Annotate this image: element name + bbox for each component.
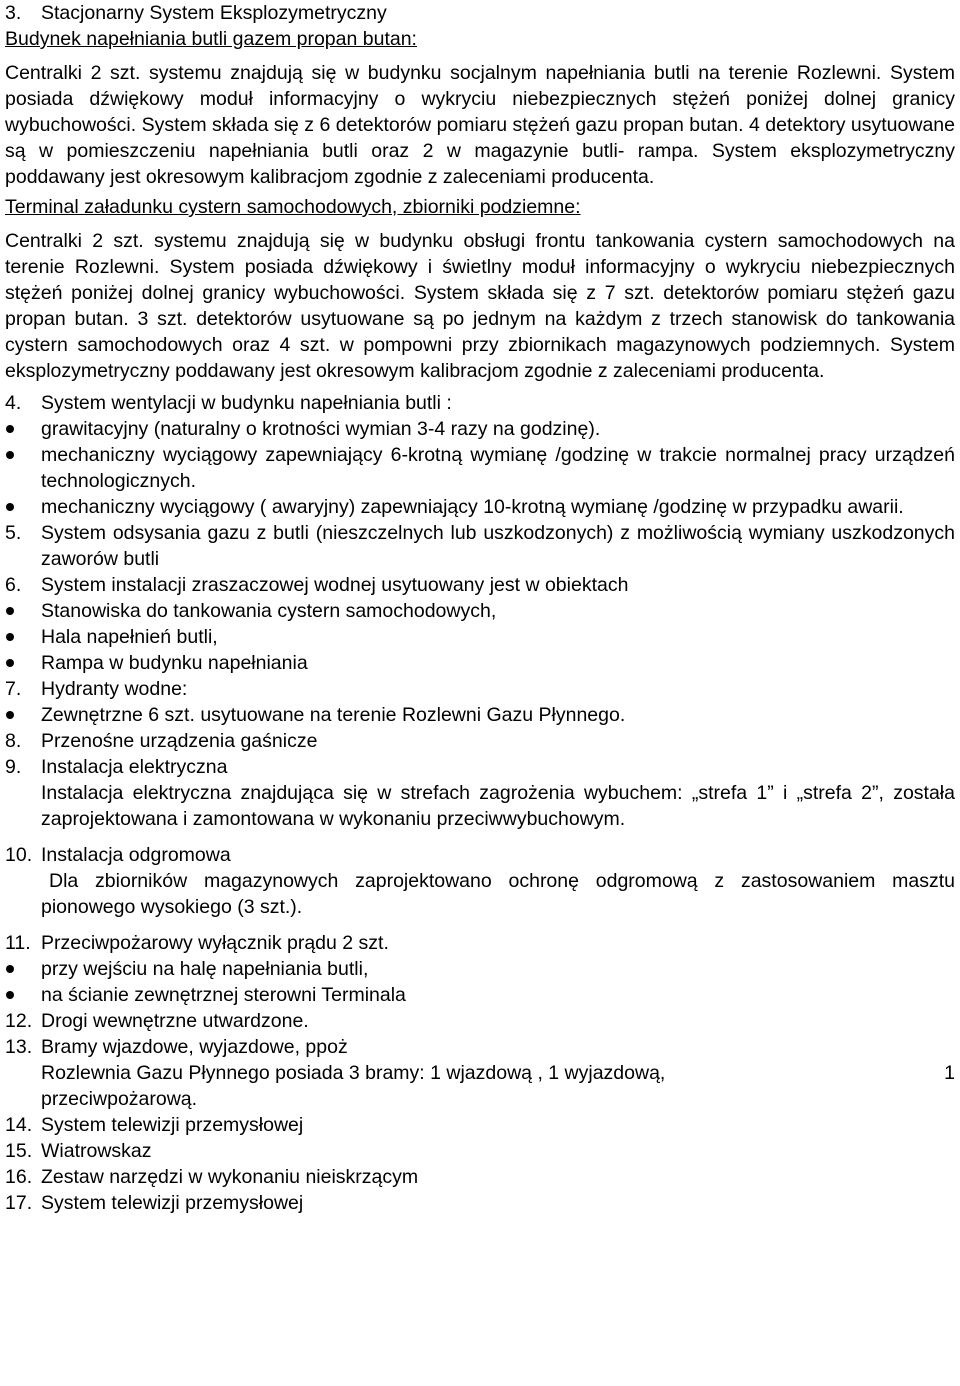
section-number: 13.	[5, 1036, 33, 1058]
section-4-heading	[5, 390, 955, 416]
document-page	[5, 0, 955, 1216]
subheading-building: Budynek napełniania butli gazem propan butan:	[5, 28, 417, 50]
section-6-heading	[5, 572, 955, 598]
list-item: grawitacyjny (naturalny o krotności wymian 3-4 razy na godzinę).	[5, 416, 955, 442]
paragraph-terminal: Centralki 2 szt. systemu znajdują się w budynku obsługi frontu tankowania cystern samochodowych na terenie Rozlewni. System posiada dźwiękowy i świetlny moduł informacyjny o wykryciu niebezpiecznych stężeń poniżej dolnej granicy wybuchowości. System składa się z 7 szt. detektorów pomiaru stężeń gazu propan butan. 3 szt. detektorów usytuowane są po jednym na każdym z trzech stanowisk do tankowania cystern samochodowych oraz 4 szt. w pompowni przy zbiornikach magazynowych podziemnych. System eksplozymetryczny poddawany jest okresowym kalibracjom zgodnie z zaleceniami producenta.	[5, 230, 955, 382]
paragraph-building: Centralki 2 szt. systemu znajdują się w budynku socjalnym napełniania butli na terenie Rozlewni. System posiada dźwiękowy moduł informacyjny o wykryciu niebezpiecznych stężeń poniżej dolnej granicy wybuchowości. System składa się z 6 detektorów pomiaru stężeń gazu propan butan. 4 detektory usytuowane są w pomieszczeniu napełniania butli oraz 2 w magazynie butli- rampa. System eksplozymetryczny poddawany jest okresowym kalibracjom zgodnie z zaleceniami producenta.	[5, 62, 955, 188]
section-title: Instalacja odgromowa	[41, 844, 231, 866]
bullet-icon	[6, 607, 14, 615]
section-15	[5, 1138, 955, 1164]
gates-line	[41, 1060, 955, 1086]
section-title: Przenośne urządzenia gaśnicze	[41, 730, 318, 752]
section-number: 16.	[5, 1166, 33, 1188]
section-number: 11.	[5, 932, 31, 954]
section-title: Hydranty wodne:	[41, 678, 188, 700]
bullet-icon	[6, 991, 14, 999]
section-title: Bramy wjazdowe, wyjazdowe, ppoż	[41, 1036, 348, 1058]
section-17	[5, 1190, 955, 1216]
section-title: Zestaw narzędzi w wykonaniu nieiskrzącym	[41, 1166, 419, 1188]
section-9-body	[5, 780, 955, 832]
section-3-heading	[5, 0, 955, 26]
section-number: 8.	[5, 730, 22, 752]
list-item: Zewnętrzne 6 szt. usytuowane na terenie Rozlewni Gazu Płynnego.	[5, 702, 955, 728]
list-item: Hala napełnień butli,	[5, 624, 955, 650]
gates-text-continued: przeciwpożarową.	[41, 1088, 198, 1110]
section-13-body	[5, 1060, 955, 1112]
list-item: mechaniczny wyciągowy ( awaryjny) zapewniający 10-krotną wymianę /godzinę w przypadku awarii.	[5, 494, 955, 520]
bullet-icon	[6, 633, 14, 641]
section-number: 9.	[5, 756, 22, 778]
section-number: 3.	[5, 2, 22, 24]
list-item: przy wejściu na halę napełniania butli,	[5, 956, 955, 982]
section-12	[5, 1008, 955, 1034]
bullet-icon	[6, 965, 14, 973]
list-item: Rampa w budynku napełniania	[5, 650, 955, 676]
section-title: Wiatrowskaz	[41, 1140, 152, 1162]
section-title: System telewizji przemysłowej	[41, 1192, 304, 1214]
list-item: Stanowiska do tankowania cystern samochodowych,	[5, 598, 955, 624]
list-item: na ścianie zewnętrznej sterowni Terminala	[5, 982, 955, 1008]
gates-count: 1	[944, 1062, 955, 1084]
gates-text: Rozlewnia Gazu Płynnego posiada 3 bramy: 1 wjazdową , 1 wyjazdową,	[41, 1062, 666, 1084]
section-10-heading	[5, 842, 955, 868]
bullet-icon	[6, 711, 14, 719]
section-text: Instalacja elektryczna znajdująca się w strefach zagrożenia wybuchem: „strefa 1” i „strefa 2”, została zaprojektowana i zamontowana w wykonaniu przeciwwybuchowym.	[41, 782, 955, 830]
list-item: mechaniczny wyciągowy zapewniający 6-krotną wymianę /godzinę w trakcie normalnej pracy urządzeń technologicznych.	[5, 442, 955, 494]
bullet-icon	[6, 659, 14, 667]
section-title: System instalacji zraszaczowej wodnej usytuowany jest w obiektach	[41, 574, 629, 596]
section-number: 5.	[5, 522, 22, 544]
subheading-terminal: Terminal załadunku cystern samochodowych, zbiorniki podziemne:	[5, 196, 581, 218]
section-16	[5, 1164, 955, 1190]
section-number: 7.	[5, 678, 22, 700]
section-title: Drogi wewnętrzne utwardzone.	[41, 1010, 309, 1032]
section-title: Przeciwpożarowy wyłącznik prądu 2 szt.	[41, 932, 389, 954]
section-text: Dla zbiorników magazynowych zaprojektowano ochronę odgromową z zastosowaniem masztu pionowego wysokiego (3 szt.).	[41, 870, 955, 918]
section-9-heading	[5, 754, 955, 780]
bullet-icon	[6, 503, 14, 511]
section-14	[5, 1112, 955, 1138]
section-10-body	[5, 868, 955, 920]
section-title: System wentylacji w budynku napełniania butli :	[41, 392, 452, 414]
section-number: 4.	[5, 392, 22, 414]
section-11-heading	[5, 930, 955, 956]
bullet-icon	[6, 451, 14, 459]
section-7-heading	[5, 676, 955, 702]
section-13-heading	[5, 1034, 955, 1060]
section-number: 6.	[5, 574, 22, 596]
section-number: 15.	[5, 1140, 33, 1162]
section-number: 10.	[5, 844, 33, 866]
section-title: System telewizji przemysłowej	[41, 1114, 304, 1136]
section-number: 12.	[5, 1010, 33, 1032]
section-number: 17.	[5, 1192, 33, 1214]
bullet-icon	[6, 425, 14, 433]
section-5	[5, 520, 955, 572]
section-text: System odsysania gazu z butli (nieszczelnych lub uszkodzonych) z możliwością wymiany uszkodzonych zaworów butli	[41, 522, 955, 570]
section-title: Stacjonarny System Eksplozymetryczny	[41, 2, 387, 24]
section-title: Instalacja elektryczna	[41, 756, 228, 778]
section-8	[5, 728, 955, 754]
section-number: 14.	[5, 1114, 33, 1136]
